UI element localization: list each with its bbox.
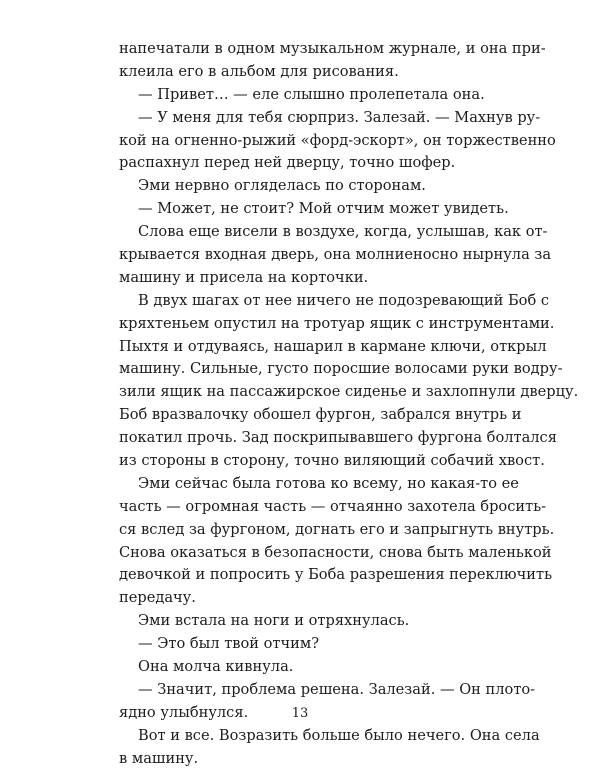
- text-line: часть — огромная часть — отчаянно захотела бросить-: [119, 497, 547, 515]
- text-line: в машину.: [119, 749, 199, 767]
- text-line: Эми нервно огляделась по сторонам.: [138, 177, 426, 195]
- text-line: из стороны в сторону, точно виляющий собачий хвост.: [119, 452, 545, 470]
- text-line: напечатали в одном музыкальном журнале, и она при-: [119, 40, 546, 57]
- text-line: распахнул перед ней дверцу, точно шофер.: [119, 154, 456, 172]
- text-line: Слова еще висели в воздухе, когда, услышав, как от-: [138, 223, 548, 241]
- text-line: кой на огненно-рыжий «форд-эскорт», он торжественно: [119, 131, 556, 149]
- text-line: кряхтеньем опустил на тротуар ящик с инструментами.: [119, 314, 555, 332]
- text-line: — Значит, проблема решена. Залезай. — Он плото-: [138, 680, 536, 698]
- text-line: Вот и все. Возразить больше было нечего. Она села: [138, 726, 540, 744]
- page-number: 13: [291, 706, 309, 721]
- body-text: [119, 38, 579, 771]
- text-line: Эми сейчас была готова ко всему, но какая-то ее: [138, 474, 519, 492]
- text-line: клеила его в альбом для рисования.: [119, 62, 399, 80]
- text-line: передачу.: [119, 589, 196, 607]
- text-line: Пыхтя и отдуваясь, нашарил в кармане ключи, открыл: [119, 337, 547, 355]
- text-line: — У меня для тебя сюрприз. Залезай. — Махнув ру-: [138, 108, 541, 126]
- text-line: ся вслед за фургоном, догнать его и запрыгнуть внутрь.: [119, 520, 555, 538]
- text-line: девочкой и попросить у Боба разрешения переключить: [119, 566, 553, 584]
- text-line: Боб вразвалочку обошел фургон, забрался внутрь и: [119, 406, 522, 424]
- text-line: — Это был твой отчим?: [138, 635, 320, 653]
- text-line: крывается входная дверь, она молниеносно нырнула за: [119, 246, 552, 264]
- text-line: Она молча кивнула.: [138, 658, 294, 676]
- text-line: Снова оказаться в безопасности, снова быть маленькой: [119, 543, 552, 561]
- text-line: покатил прочь. Зад поскрипывавшего фургона болтался: [119, 429, 557, 447]
- text-line: В двух шагах от нее ничего не подозревающий Боб с: [138, 291, 550, 309]
- text-line: — Привет… — еле слышно пролепетала она.: [138, 85, 485, 103]
- text-line: машину. Сильные, густо поросшие волосами руки водру-: [119, 360, 563, 378]
- text-line: — Может, не стоит? Мой отчим может увидеть.: [138, 200, 509, 218]
- text-line: машину и присела на корточки.: [119, 268, 369, 286]
- text-line: Эми встала на ноги и отряхнулась.: [138, 612, 410, 630]
- text-line: ядно улыбнулся.: [119, 703, 249, 721]
- text-line: зили ящик на пассажирское сиденье и захлопнули дверцу.: [119, 383, 579, 401]
